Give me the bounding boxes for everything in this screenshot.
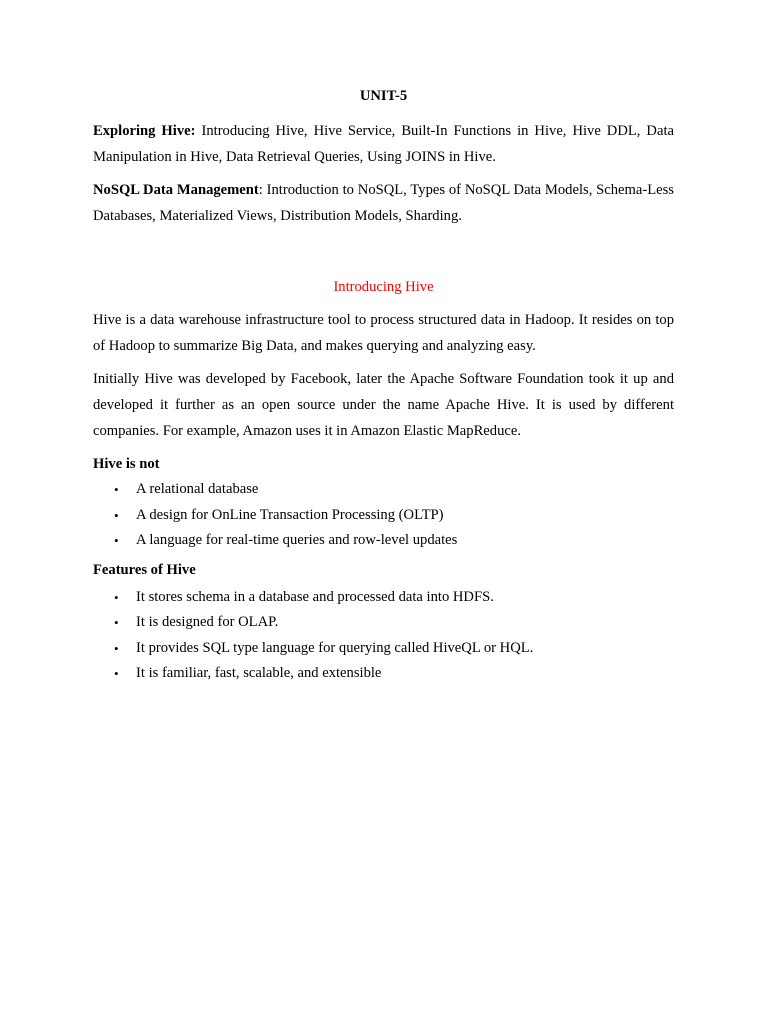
paragraph: Initially Hive was developed by Facebook, later the Apache Software Foundation took it up and developed it further as an open source under the name Apache Hive. It is used by different companies. For example, Amazon uses it in Amazon Elastic MapReduce. [93,371,674,439]
syllabus-nosql [93,177,674,229]
bullet-icon: • [114,615,119,630]
list-item [93,477,674,503]
syllabus-exploring-hive [93,118,674,170]
bullet-icon: • [114,666,119,681]
list-item [93,610,674,636]
list-item-text: It is familiar, fast, scalable, and extensible [136,665,382,681]
list-item-text: A language for real-time queries and row-level updates [136,532,458,548]
bullet-icon: • [114,640,119,656]
hive-is-not-list [93,477,674,554]
list-item-text: A design for OnLine Transaction Processing (OLTP) [136,506,444,523]
list-item [93,585,674,611]
list-item-text: It stores schema in a database and processed data into HDFS. [136,588,494,605]
list-item [93,636,674,662]
features-list [93,585,674,687]
list-item-text: It provides SQL type language for querying called HiveQL or HQL. [136,639,534,656]
hive-is-not-heading: Hive is not [93,456,160,472]
list-item-text: It is designed for OLAP. [136,614,279,630]
list-item [93,528,674,554]
syllabus-text: Introducing Hive, Hive Service, Built-In Functions in Hive, Hive DDL, Data Manipulation in Hive, Data Retrieval Queries, Using JOINS in Hive. [93,123,674,165]
list-item [93,661,674,687]
syllabus-heading: NoSQL Data Management [93,182,259,198]
list-item [93,503,674,529]
bullet-icon: • [114,533,119,548]
syllabus-heading: Exploring Hive: [93,123,196,139]
bullet-icon: • [114,589,119,605]
section-title: Introducing Hive [333,279,434,295]
features-heading: Features of Hive [93,561,196,578]
list-item-text: A relational database [136,481,259,497]
unit-title: UNIT-5 [359,88,408,104]
paragraph: Hive is a data warehouse infrastructure tool to process structured data in Hadoop. It resides on top of Hadoop to summarize Big Data, and makes querying and analyzing easy. [93,312,674,354]
bullet-icon: • [114,507,119,523]
syllabus-text: : Introduction to NoSQL, Types of NoSQL Data Models, Schema-Less Databases, Materialized Views, Distribution Models, Sharding. [93,182,674,224]
bullet-icon: • [114,482,119,497]
page-content [93,86,674,687]
